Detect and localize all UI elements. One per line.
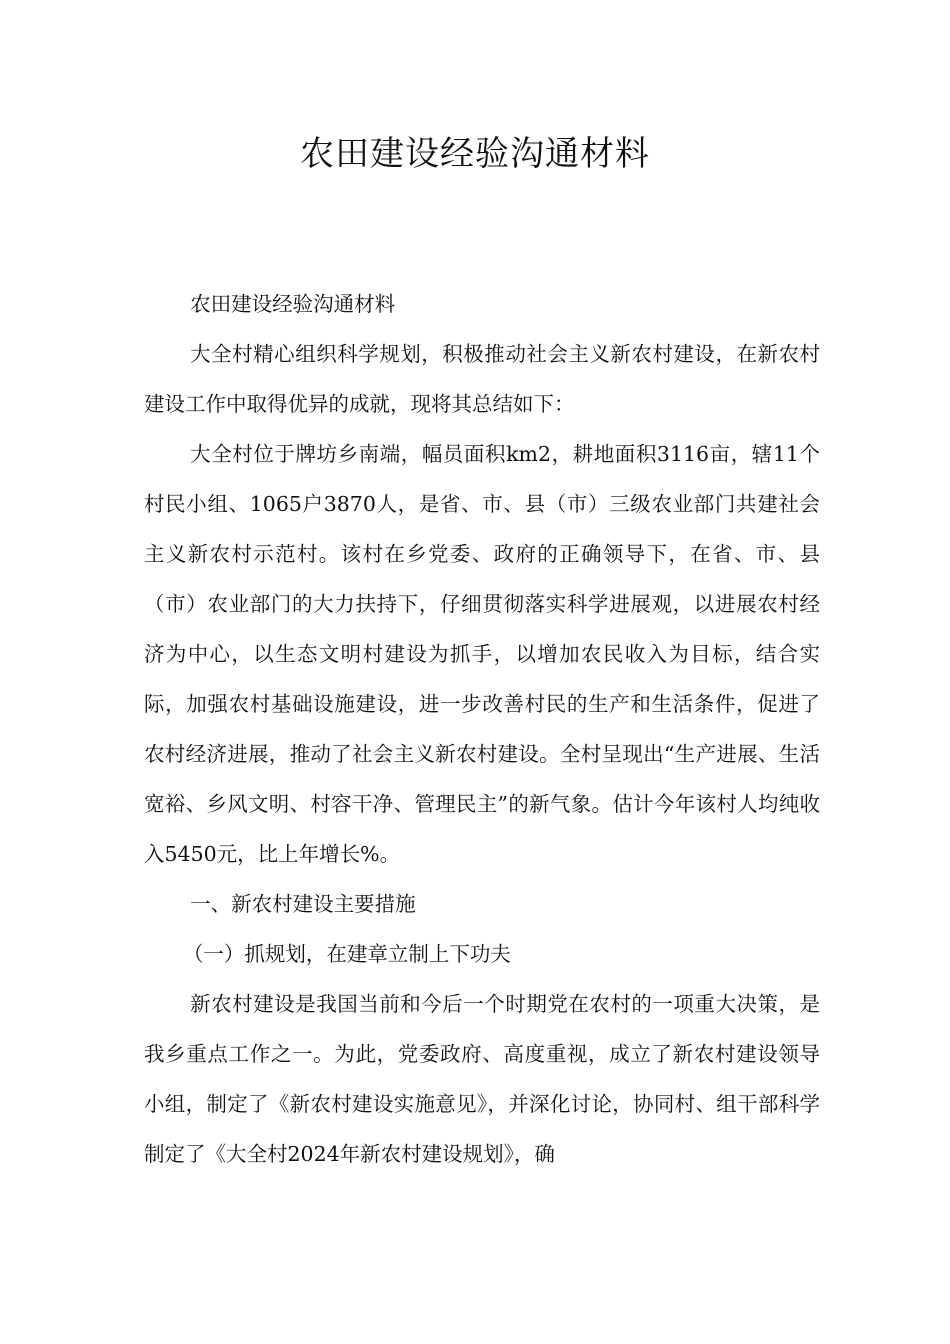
subsection-heading: （一）抓规划，在建章立制上下功夫 (182, 942, 511, 966)
paragraph-intro: 大全村精心组织科学规划，积极推动社会主义新农村建设，在新农村建设工作中取得优异的成就，现将其总结如下： (144, 342, 820, 416)
document-title: 农田建设经验沟通材料 (300, 134, 650, 174)
paragraph-subtitle: 农田建设经验沟通材料 (190, 292, 396, 316)
paragraph-planning: 新农村建设是我国当前和今后一个时期党在农村的一项重大决策，是我乡重点工作之一。为此，党委政府、高度重视，成立了新农村建设领导小组，制定了《新农村建设实施意见》，并深化讨论，协同村、组干部科学制定了《大全村2024年新农村建设规划》，确 (144, 992, 820, 1166)
paragraph-village-overview: 大全村位于牌坊乡南端，幅员面积km2，耕地面积3116亩，辖11个村民小组、1065户3870人，是省、市、县（市）三级农业部门共建社会主义新农村示范村。该村在乡党委、政府的正确领导下，在省、市、县（市）农业部门的大力扶持下，仔细贯彻落实科学进展观，以进展农村经济为中心，以生态文明村建设为抓手，以增加农民收入为目标，结合实际，加强农村基础设施建设，进一步改善村民的生产和生活条件，促进了农村经济进展，推动了社会主义新农村建设。全村呈现出“生产进展、生活宽裕、乡风文明、村容干净、管理民主”的新气象。估计今年该村人均纯收入5450元，比上年增长%。 (144, 442, 820, 866)
section-heading: 一、新农村建设主要措施 (190, 892, 416, 916)
document-body (144, 279, 820, 1179)
